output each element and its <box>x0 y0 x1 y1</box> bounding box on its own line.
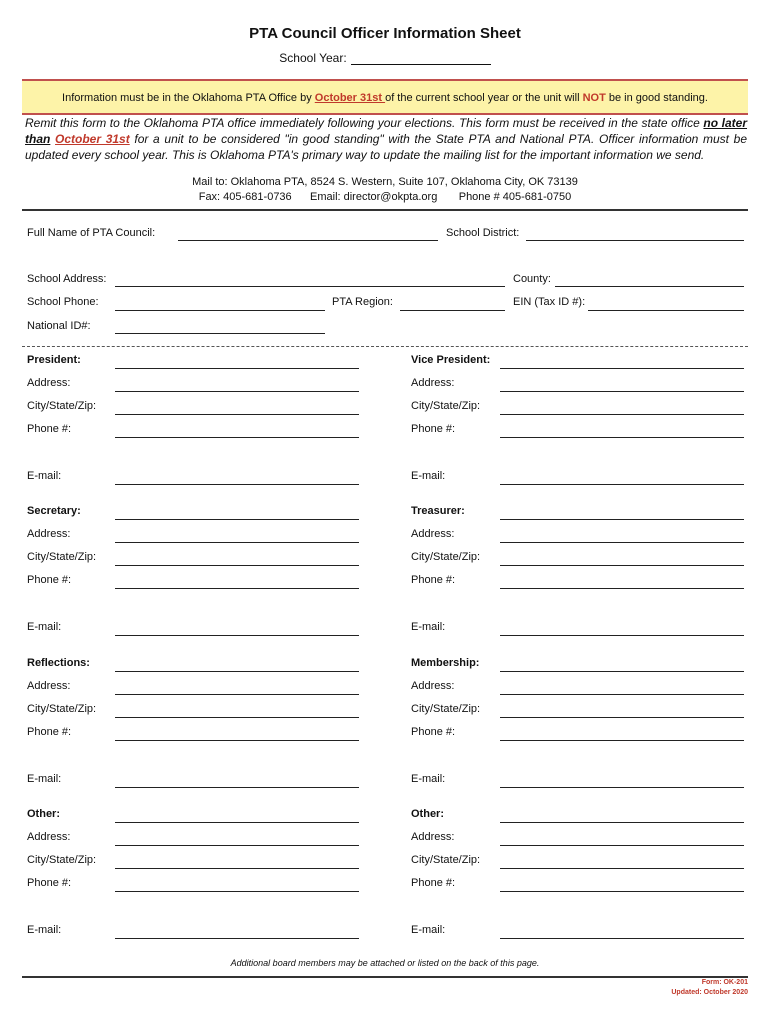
email-label: E-mail: <box>27 470 62 482</box>
phone-field[interactable] <box>500 891 744 892</box>
email-field[interactable] <box>500 484 744 485</box>
region-label: PTA Region: <box>332 296 393 308</box>
email-label: E-mail: <box>411 773 446 785</box>
officer-name-field[interactable] <box>115 519 359 520</box>
email-field[interactable] <box>500 787 744 788</box>
officer-title-left: Secretary: <box>27 505 81 517</box>
national-id-field[interactable] <box>115 333 325 334</box>
mail-info <box>0 175 770 205</box>
address-field[interactable] <box>115 694 359 695</box>
city-field[interactable] <box>500 414 744 415</box>
phone-field[interactable] <box>500 740 744 741</box>
address-field[interactable] <box>115 845 359 846</box>
officer-name-field[interactable] <box>115 671 359 672</box>
phone-field[interactable] <box>115 588 359 589</box>
address-field[interactable] <box>115 542 359 543</box>
city-field[interactable] <box>500 717 744 718</box>
deadline-banner <box>22 79 748 115</box>
region-field[interactable] <box>400 310 505 311</box>
phone-field[interactable] <box>115 437 359 438</box>
city-field[interactable] <box>115 414 359 415</box>
officer-name-field[interactable] <box>115 368 359 369</box>
school-phone-field[interactable] <box>115 310 325 311</box>
email-field[interactable] <box>115 484 359 485</box>
phone-label: Phone #: <box>27 423 72 435</box>
officer-title-right: Treasurer: <box>411 505 465 517</box>
address-field[interactable] <box>500 542 744 543</box>
phone-label: Phone #: <box>27 877 72 889</box>
phone-label: Phone #: <box>411 423 456 435</box>
divider-dashed <box>22 346 748 347</box>
email-label: E-mail: <box>411 621 446 633</box>
address-field[interactable] <box>500 845 744 846</box>
form-id-block <box>671 978 748 998</box>
remit-instructions <box>25 115 747 163</box>
divider-top <box>22 209 748 211</box>
form-title: PTA Council Officer Information Sheet <box>249 25 521 42</box>
divider-bottom <box>22 976 748 978</box>
email-label: E-mail: <box>27 773 62 785</box>
city-label: City/State/Zip: <box>27 551 97 563</box>
address-label: Address: <box>411 528 455 540</box>
officer-name-field[interactable] <box>500 671 744 672</box>
address-label: Address: <box>27 831 71 843</box>
officer-title-left: Other: <box>27 808 60 820</box>
remit-text-2: for a unit to be considered "in good standing" with the State PTA and National PTA. Officer information must be updated every school year. This is Oklahoma PTA's primary way to update the mailing list for the important information we send. <box>25 132 747 162</box>
phone-label: Phone #: <box>411 726 456 738</box>
county-label: County: <box>513 273 551 285</box>
officer-name-field[interactable] <box>500 368 744 369</box>
phone-field[interactable] <box>115 891 359 892</box>
remit-no-later: no later than <box>25 116 748 146</box>
city-label: City/State/Zip: <box>411 400 481 412</box>
city-field[interactable] <box>500 868 744 869</box>
updated-date: Updated: October 2020 <box>671 989 748 996</box>
phone-field[interactable] <box>500 588 744 589</box>
address-label: Address: <box>411 377 455 389</box>
email-field[interactable] <box>115 635 359 636</box>
city-label: City/State/Zip: <box>27 854 97 866</box>
email-label: E-mail: <box>27 621 62 633</box>
city-field[interactable] <box>115 717 359 718</box>
address-label: Address: <box>27 377 71 389</box>
email-field[interactable] <box>115 787 359 788</box>
address-label: Address: <box>27 528 71 540</box>
school-address-label: School Address: <box>27 273 107 285</box>
officer-title-right: Vice President: <box>411 354 491 366</box>
city-label: City/State/Zip: <box>411 551 481 563</box>
email-label: E-mail: <box>411 470 446 482</box>
banner-text-3: be in good standing. <box>605 92 708 104</box>
city-field[interactable] <box>500 565 744 566</box>
email-field[interactable] <box>500 635 744 636</box>
officer-name-field[interactable] <box>500 822 744 823</box>
ein-label: EIN (Tax ID #): <box>513 296 586 308</box>
officer-name-field[interactable] <box>500 519 744 520</box>
banner-date: October 31st <box>314 92 386 104</box>
banner-text: Information must be in the Oklahoma PTA Office by <box>62 92 315 104</box>
form-id: Form: OK-201 <box>701 979 748 986</box>
address-field[interactable] <box>500 694 744 695</box>
phone-label: Phone #: <box>411 574 456 586</box>
school-year-row <box>0 51 770 65</box>
remit-date: October 31st <box>55 132 130 146</box>
national-id-label: National ID#: <box>27 320 91 332</box>
phone-label: Phone #: <box>411 877 456 889</box>
address-label: Address: <box>411 831 455 843</box>
phone-label: Phone #: <box>27 726 72 738</box>
officer-title-right: Membership: <box>411 657 480 669</box>
county-field[interactable] <box>555 286 744 287</box>
school-year-field[interactable] <box>351 52 491 65</box>
email-label: E-mail: <box>411 924 446 936</box>
school-phone-label: School Phone: <box>27 296 99 308</box>
email-field[interactable] <box>500 938 744 939</box>
phone-field[interactable] <box>500 437 744 438</box>
remit-text: Remit this form to the Oklahoma PTA office immediately following your elections. This form must be received in the state office <box>25 116 704 130</box>
phone-field[interactable] <box>115 740 359 741</box>
city-field[interactable] <box>115 868 359 869</box>
address-label: Address: <box>27 680 71 692</box>
officer-title-left: Reflections: <box>27 657 90 669</box>
council-name-label: Full Name of PTA Council: <box>27 227 156 239</box>
banner-text-2: of the current school year or the unit will <box>385 92 583 104</box>
phone-label: Phone #: <box>27 574 72 586</box>
school-address-field[interactable] <box>115 286 505 287</box>
officer-name-field[interactable] <box>115 822 359 823</box>
ein-field[interactable] <box>588 310 744 311</box>
city-label: City/State/Zip: <box>27 400 97 412</box>
officer-title-right: Other: <box>411 808 444 820</box>
council-name-field[interactable] <box>178 240 438 241</box>
email-label: E-mail: <box>27 924 62 936</box>
address-field[interactable] <box>115 391 359 392</box>
city-label: City/State/Zip: <box>411 703 481 715</box>
banner-not: NOT <box>582 92 606 104</box>
email-field[interactable] <box>115 938 359 939</box>
city-label: City/State/Zip: <box>27 703 97 715</box>
city-field[interactable] <box>115 565 359 566</box>
contact-line: Fax: 405-681-0736 Email: director@okpta.org Phone # 405-681-0750 <box>198 191 572 203</box>
school-year-label: School Year: <box>279 51 347 65</box>
district-field[interactable] <box>526 240 744 241</box>
address-field[interactable] <box>500 391 744 392</box>
address-label: Address: <box>411 680 455 692</box>
footnote: Additional board members may be attached or listed on the back of this page. <box>230 958 540 968</box>
city-label: City/State/Zip: <box>411 854 481 866</box>
mail-address: Mail to: Oklahoma PTA, 8524 S. Western, Suite 107, Oklahoma City, OK 73139 <box>192 176 578 188</box>
officer-title-left: President: <box>27 354 81 366</box>
district-label: School District: <box>446 227 520 239</box>
